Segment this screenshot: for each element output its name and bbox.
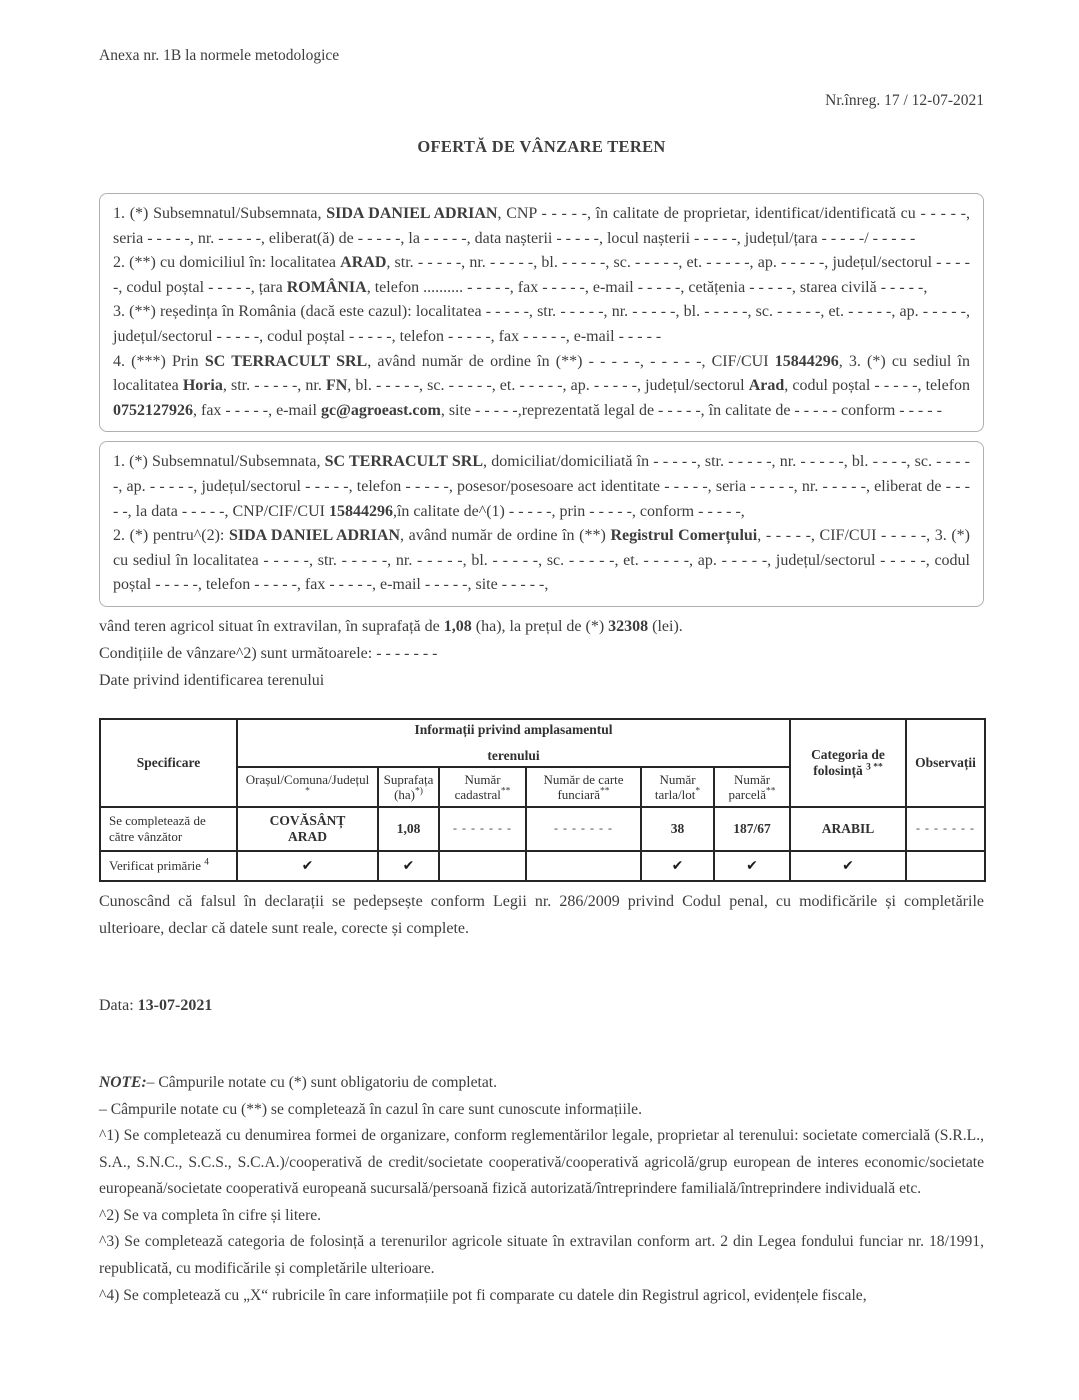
seller-paragraph-1: 1. (*) Subsemnatul/Subsemnata, SIDA DANIEL ADRIAN, CNP - - - - -, în calitate de proprietar, identificat/identificată cu - - - - -, seria - - - - -, nr. - - - - -, eliberat(ă) de - - - - -, la - - - - -, data nașterii - - - - -, locul nașterii - - - - -, județul/țara - - - - -/ - - - - - bbox=[113, 205, 970, 247]
sale-summary-line: vând teren agricol situat în extravilan, în suprafață de 1,08 (ha), la prețul de (*) 32308 (lei). bbox=[99, 617, 683, 635]
seller-identification-box bbox=[99, 193, 984, 432]
check-cadastral-icon bbox=[439, 851, 526, 881]
date-label: Data: bbox=[99, 996, 134, 1014]
cell-tarla: 38 bbox=[641, 807, 714, 851]
notes-section bbox=[99, 1070, 984, 1309]
seller-paragraph-4: 4. (***) Prin SC TERRACULT SRL, având număr de ordine în (**) - - - - -, - - - - -, CIF/CUI 15844296, 3. (*) cu sediul în localitatea Horia, str. - - - - -, nr. FN, bl. - - - - -, sc. - - - - -, et. - - - - -, ap. - - - - -, județul/sectorul Arad, codul poștal - - - - -, telefon 0752127926, fax - - - - -, e-mail gc@agroeast.com, site - - - - -,reprezentată legal de - - - - -, în calitate de - - - - - conform - - - - - bbox=[113, 352, 971, 419]
table-row-verify-primarie bbox=[100, 851, 985, 881]
column-header-amplasament-group bbox=[237, 719, 790, 767]
group-header-line2: terenului bbox=[487, 747, 540, 763]
seller-row-label: Se completează de către vânzător bbox=[100, 807, 237, 851]
group-header-line1: Informații privind amplasamentul bbox=[414, 721, 613, 737]
note-line-1: NOTE:– Câmpurile notate cu (*) sunt obligatoriu de completat. bbox=[99, 1073, 497, 1091]
land-identification-heading: Date privind identificarea terenului bbox=[99, 671, 325, 689]
page-title: OFERTĂ DE VÂNZARE TEREN bbox=[417, 137, 666, 156]
cell-carte-funciara: - - - - - - - bbox=[526, 807, 641, 851]
cell-parcela: 187/67 bbox=[714, 807, 790, 851]
categoria-footnote-mark: 3 ** bbox=[866, 762, 883, 773]
column-header-parcela: Număr parcelă** bbox=[714, 767, 790, 807]
offer-summary bbox=[99, 613, 984, 694]
check-suprafata-icon: ✔ bbox=[378, 851, 439, 881]
land-identification-table bbox=[99, 718, 986, 882]
verify-row-label: Verificat primărie $^4$ bbox=[100, 851, 237, 881]
check-categoria-icon: ✔ bbox=[790, 851, 906, 881]
check-tarla-icon: ✔ bbox=[641, 851, 714, 881]
footnote-2: ^2) Se va completa în cifre și litere. bbox=[99, 1206, 322, 1224]
representative-paragraph-1: 1. (*) Subsemnatul/Subsemnata, SC TERRACULT SRL, domiciliat/domiciliată în - - - - -, str. - - - - -, nr. - - - - -, bl. - - - -, sc. - - - - -, ap. - - - - -, județul/sectorul - - - - -, telefon - - - - -, posesor/posesoare act identitate - - - - -, seria - - - - -, nr. - - - - -, eliberat de - - - - -, la data - - - - -, CNP/CIF/CUI 15844296,în calitate de^(1) - - - - -, prin - - - - -, conform - - - - -, bbox=[113, 453, 970, 520]
column-header-specificare: Specificare bbox=[100, 719, 237, 807]
verify-footnote-mark: 4 bbox=[204, 857, 210, 868]
column-header-cadastral: Număr cadastral** bbox=[439, 767, 526, 807]
cell-cadastral: - - - - - - - bbox=[439, 807, 526, 851]
annex-note: Anexa nr. 1B la normele metodologice bbox=[99, 47, 340, 64]
registration-number: Nr.înreg. 17 / 12-07-2021 bbox=[825, 92, 984, 109]
column-header-tarla: Număr tarla/lot* bbox=[641, 767, 714, 807]
representative-identification-box bbox=[99, 441, 984, 607]
cadastral-footnote-mark: ** bbox=[500, 786, 511, 797]
suprafata-footnote-mark: *) bbox=[415, 786, 423, 797]
check-parcela-icon: ✔ bbox=[714, 851, 790, 881]
seller-paragraph-3: 3. (**) reședința în România (dacă este cazul): localitatea - - - - -, str. - - - - -, nr. - - - - -, bl. - - - - -, sc. - - - - -, et. - - - - -, ap. - - - - -, județul/sectorul - - - - -, codul poștal - - - - -, telefon - - - - -, fax - - - - -, e-mail - - - - - bbox=[113, 303, 970, 345]
column-header-categoria: Categoria de folosință $^{3 **}$ bbox=[790, 719, 906, 807]
date-line bbox=[99, 997, 984, 1015]
seller-paragraph-2: 2. (**) cu domiciliul în: localitatea ARAD, str. - - - - -, nr. - - - - -, bl. - - - - -, sc. - - - - -, et. - - - - -, ap. - - - - -, județul/sectorul - - - - -, codul poștal - - - - -, țara ROMÂNIA, telefon .......... - - - - -, fax - - - - -, e-mail - - - - -, cetățenia - - - - -, starea civilă - - - - -, bbox=[113, 254, 971, 296]
carte-funciara-footnote-mark: ** bbox=[600, 786, 610, 797]
note-line-2: – Câmpurile notate cu (**) se completează în cazul în care sunt cunoscute informațiile. bbox=[99, 1100, 642, 1118]
column-header-suprafata: Suprafața (ha)*) bbox=[378, 767, 439, 807]
footnote-1: ^1) Se completează cu denumirea formei de organizare, conform reglementărilor legale, proprietar al terenului: societate comercială (S.R.L., S.A., S.N.C., S.C.S., S.C.A.)/cooperativă de credit/societate cooperativă/cooperativă agricolă/grup european de interes economic/societate europeană/societate cooperativă europeană sucursală/persoană fizică autorizată/întreprindere familială/întreprindere individuală etc. bbox=[99, 1127, 984, 1198]
check-observatii-icon bbox=[906, 851, 985, 881]
oras-footnote-mark: * bbox=[305, 786, 310, 797]
column-header-oras: Orașul/Comuna/Județul * bbox=[237, 767, 378, 807]
sale-conditions-line: Condițiile de vânzare^2) sunt următoarele: - - - - - - - bbox=[99, 644, 438, 662]
parcela-footnote-mark: ** bbox=[766, 786, 776, 797]
column-header-carte-funciara: Număr de carte funciară** bbox=[526, 767, 641, 807]
footnote-3: ^3) Se completează categoria de folosință a terenurilor agricole situate în extravilan conform art. 2 din Legea fondului funciar nr. 18/1991, republicată, cu modificările și completările ulterioare. bbox=[99, 1233, 984, 1278]
check-oras-icon: ✔ bbox=[237, 851, 378, 881]
representative-paragraph-2: 2. (*) pentru^(2): SIDA DANIEL ADRIAN, având număr de ordine în (**) Registrul Comerțului, - - - - -, CIF/CUI - - - - -, 3. (*) cu sediul în localitatea - - - - -, str. - - - - -, nr. - - - - -, bl. - - - - -, sc. - - - - -, et. - - - - -, ap. - - - - -, județul/sectorul - - - - -, codul poștal - - - - -, telefon - - - - -, fax - - - - -, e-mail - - - - -, site - - - - -, bbox=[113, 527, 971, 594]
cell-observatii: - - - - - - - bbox=[906, 807, 985, 851]
column-header-observatii: Observații bbox=[906, 719, 985, 807]
cell-suprafata: 1,08 bbox=[378, 807, 439, 851]
cell-categoria: ARABIL bbox=[790, 807, 906, 851]
cell-oras: COVĂSÂNȚ ARAD bbox=[237, 807, 378, 851]
footnote-4: ^4) Se completează cu „X“ rubricile în care informațiile pot fi comparate cu datele din Registrul agricol, evidențele fiscale, bbox=[99, 1286, 867, 1304]
declaration-paragraph: Cunoscând că falsul în declarații se pedepsește conform Legii nr. 286/2009 privind Codul penal, cu modificările și completările ulterioare, declar că datele sunt reale, corecte și complete. bbox=[99, 892, 984, 937]
date-value: 13-07-2021 bbox=[137, 996, 213, 1014]
table-row-seller-data bbox=[100, 807, 985, 851]
tarla-footnote-mark: * bbox=[695, 786, 701, 797]
check-carte-funciara-icon bbox=[526, 851, 641, 881]
